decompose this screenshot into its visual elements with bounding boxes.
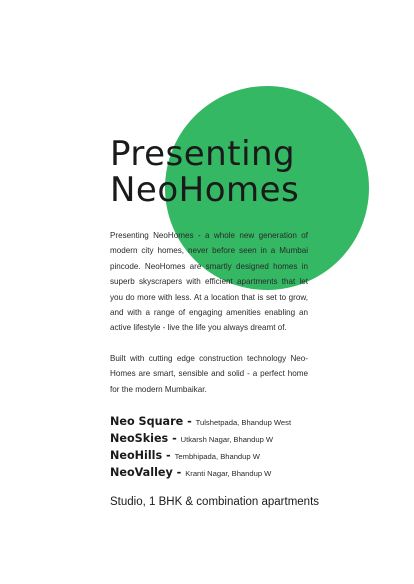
- headline-line-1: Presenting: [110, 134, 296, 174]
- location-area: Tembhipada, Bhandup W: [174, 452, 260, 462]
- location-area: Utkarsh Nagar, Bhandup W: [180, 435, 274, 445]
- location-name: Neo Square -: [110, 415, 196, 429]
- technology-paragraph: Built with cutting edge construction technology Neo-Homes are smart, sensible and solid - a perfect home for the modern Mumbaikar.: [110, 353, 308, 394]
- location-name: NeoHills -: [110, 449, 175, 463]
- location-name: NeoSkies -: [110, 432, 181, 446]
- location-item-neohills: [110, 447, 308, 464]
- location-item-neovalley: [110, 464, 308, 481]
- location-name: NeoValley -: [110, 466, 186, 480]
- project-locations-list: [110, 413, 308, 481]
- apartment-types-text: Studio, 1 BHK & combination apartments: [110, 496, 320, 509]
- page-title: [110, 136, 308, 208]
- location-item-neoskies: [110, 430, 308, 447]
- intro-paragraph: Presenting NeoHomes - a whole new generation of modern city homes, never before seen in a Mumbai pincode. NeoHomes are smartly designed homes in superb skyscrapers with efficient apartments that let you do more with less. At a location that is set to grow, and with a range of engaging amenities enabling an active lifestyle - live the life you always dreamt of.: [110, 231, 308, 333]
- location-area: Tulshetpada, Bhandup West: [195, 418, 292, 428]
- location-item-neo-square: [110, 413, 308, 430]
- headline-line-2: NeoHomes: [110, 170, 300, 210]
- location-area: Kranti Nagar, Bhandup W: [185, 469, 272, 479]
- brochure-content: [110, 134, 320, 509]
